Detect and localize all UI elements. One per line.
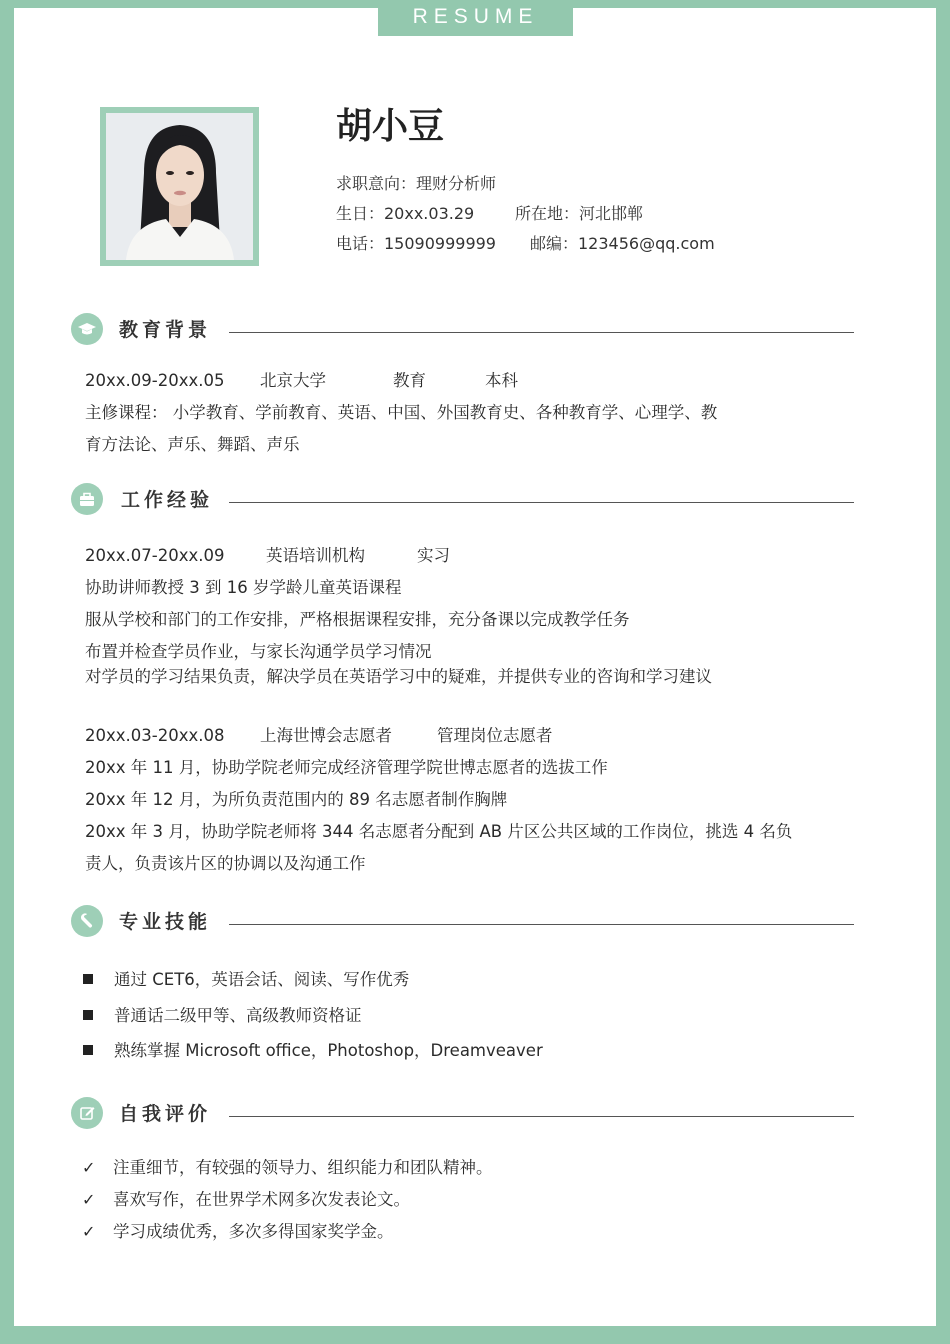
square-bullet-icon xyxy=(83,974,93,984)
job-duty: 对学员的学习结果负责，解决学员在英语学习中的疑难，并提供专业的咨询和学习建议 xyxy=(85,667,712,686)
skill-text: 普通话二级甲等、高级教师资格证 xyxy=(114,1006,362,1025)
profile-photo-frame xyxy=(100,107,259,266)
self-eval-item xyxy=(82,1154,493,1178)
skill-text: 通过 CET6，英语会话、阅读、写作优秀 xyxy=(114,970,410,989)
skill-item xyxy=(83,1002,362,1026)
education-degree: 本科 xyxy=(485,371,518,390)
education-period: 20xx.09-20xx.05 xyxy=(85,371,225,390)
job-duty: 20xx 年 12 月，为所负责范围内的 89 名志愿者制作胸牌 xyxy=(85,790,508,809)
education-entry xyxy=(85,367,518,391)
profile-photo xyxy=(106,113,253,260)
self-eval-title: 自我评价 xyxy=(119,1103,212,1125)
section-divider xyxy=(229,1116,854,1117)
education-school: 北京大学 xyxy=(260,371,326,390)
job-entry-header xyxy=(85,542,450,566)
job-role: 实习 xyxy=(417,546,450,565)
email: 邮编：123456@qq.com xyxy=(530,234,715,253)
self-eval-section-header xyxy=(71,1097,854,1131)
job-entry-header xyxy=(85,722,553,746)
briefcase-icon xyxy=(71,483,103,515)
checkmark-icon: ✓ xyxy=(82,1222,96,1241)
job-duty: 20xx 年 3 月，协助学院老师将 344 名志愿者分配到 AB 片区公共区域的工作岗位，挑选 4 名负 xyxy=(85,822,793,841)
self-eval-item xyxy=(82,1218,394,1242)
job-duty: 协助讲师教授 3 到 16 岁学龄儿童英语课程 xyxy=(85,578,402,597)
section-divider xyxy=(229,502,854,503)
self-eval-text: 学习成绩优秀，多次多得国家奖学金。 xyxy=(113,1222,394,1241)
job-company: 英语培训机构 xyxy=(266,546,365,565)
education-section-header xyxy=(71,313,854,347)
square-bullet-icon xyxy=(83,1010,93,1020)
education-title: 教育背景 xyxy=(119,319,212,341)
skill-item xyxy=(83,1037,543,1061)
self-eval-item xyxy=(82,1186,410,1210)
job-duty: 布置并检查学员作业，与家长沟通学员学习情况 xyxy=(85,642,432,661)
skill-item xyxy=(83,966,409,990)
phone: 电话：15090999999 xyxy=(336,234,496,253)
job-duty: 责人，负责该片区的协调以及沟通工作 xyxy=(85,854,366,873)
candidate-name: 胡小豆 xyxy=(336,106,445,147)
work-title: 工作经验 xyxy=(121,489,214,511)
location: 所在地：河北邯郸 xyxy=(515,204,644,223)
job-duty: 服从学校和部门的工作安排，严格根据课程安排，充分备课以完成教学任务 xyxy=(85,610,630,629)
job-duty: 20xx 年 11 月，协助学院老师完成经济管理学院世博志愿者的选拔工作 xyxy=(85,758,608,777)
graduation-cap-icon xyxy=(71,313,103,345)
job-period: 20xx.07-20xx.09 xyxy=(85,546,225,565)
checkmark-icon: ✓ xyxy=(82,1190,96,1209)
skill-text: 熟练掌握 Microsoft office，Photoshop，Dreamveaver xyxy=(114,1041,543,1060)
education-major: 教育 xyxy=(393,371,426,390)
skills-section-header xyxy=(71,905,854,939)
resume-header-tag: RESUME xyxy=(378,0,573,36)
self-eval-text: 注重细节，有较强的领导力、组织能力和团队精神。 xyxy=(113,1158,493,1177)
edit-icon xyxy=(71,1097,103,1129)
section-divider xyxy=(229,332,854,333)
checkmark-icon: ✓ xyxy=(82,1158,96,1177)
wrench-icon xyxy=(71,905,103,937)
education-courses-line: 育方法论、声乐、舞蹈、声乐 xyxy=(85,435,300,454)
job-period: 20xx.03-20xx.08 xyxy=(85,726,225,745)
square-bullet-icon xyxy=(83,1045,93,1055)
self-eval-text: 喜欢写作，在世界学术网多次发表论文。 xyxy=(113,1190,410,1209)
skills-title: 专业技能 xyxy=(119,911,212,933)
section-divider xyxy=(229,924,854,925)
job-objective: 求职意向：理财分析师 xyxy=(336,174,497,193)
job-role: 管理岗位志愿者 xyxy=(437,726,553,745)
work-section-header xyxy=(71,483,854,517)
birthday: 生日：20xx.03.29 xyxy=(336,204,475,223)
education-courses-line: 主修课程： 小学教育、学前教育、英语、中国、外国教育史、各种教育学、心理学、教 xyxy=(85,403,718,422)
job-company: 上海世博会志愿者 xyxy=(260,726,392,745)
